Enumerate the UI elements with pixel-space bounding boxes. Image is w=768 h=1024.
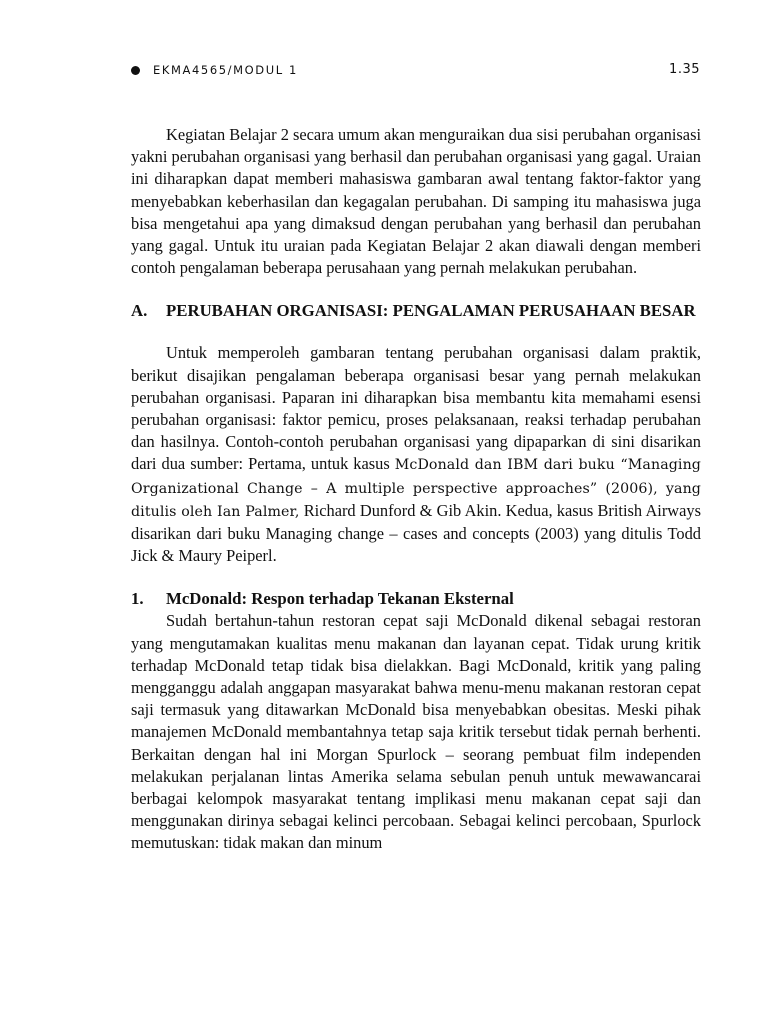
bullet-icon	[131, 66, 140, 75]
section-a-paragraph-part2: Richard Dunford & Gib Akin. Kedua, kasus British Airways disarikan dari buku Managing change – cases and concepts (2003) yang ditulis Todd Jick & Maury Peiperl.	[131, 500, 701, 566]
section-a-heading	[131, 299, 701, 323]
section-1-heading	[131, 588, 701, 610]
book-reference: McDonald dan IBM dari buku “Managing Organizational Change – A multiple perspective approaches” (2006), yang ditulis oleh Ian Palmer,	[131, 457, 701, 520]
page-number: 1.35	[669, 62, 700, 77]
section-1-paragraph: Sudah bertahun-tahun restoran cepat saji McDonald dikenal sebagai restoran yang mengutamakan kualitas menu makanan dan layanan cepat. Tidak urung kritik terhadap McDonald tetap tidak bisa dielakkan. Bagi McDonald, kritik yang paling mengganggu adalah anggapan masyarakat bahwa menu-menu makanan restoran cepat saji termasuk yang ditawarkan McDonald bisa menyebabkan obesitas. Meski pihak manajemen McDonald membantahnya tetap saja kritik tersebut tidak pernah berhenti. Berkaitan dengan hal ini Morgan Spurlock – seorang pembuat film independen melakukan perjalanan lintas Amerika selama sebulan penuh untuk mewawancarai berbagai kelompok masyarakat tentang implikasi menu makanan cepat saji dan menggunakan dirinya sebagai kelinci percobaan. Sebagai kelinci percobaan, Spurlock memutuskan: tidak makan dan minum	[131, 611, 701, 853]
section-a-marker: A.	[131, 301, 148, 321]
section-a-paragraph-part1: Untuk memperoleh gambaran tentang perubahan organisasi dalam praktik, berikut disajikan pengalaman beberapa organisasi besar yang pernah melakukan perubahan organisasi. Paparan ini diharapkan bisa membantu kita memahami esensi perubahan organisasi: faktor pemicu, proses pelaksanaan, reaksi terhadap perubahan dan hasilnya. Contoh-contoh perubahan organisasi yang dipaparkan di sini disarikan dari dua sumber: Pertama, untuk kasus	[131, 343, 701, 474]
module-label: EKMA4565/MODUL 1	[153, 63, 298, 77]
page-content	[131, 124, 701, 855]
section-a-title: PERUBAHAN ORGANISASI: PENGALAMAN PERUSAHAAN BESAR	[166, 301, 696, 321]
section-1-title: McDonald: Respon terhadap Tekanan Eksternal	[166, 589, 514, 609]
section-1-marker: 1.	[131, 589, 144, 609]
running-header	[131, 62, 700, 80]
intro-paragraph: Kegiatan Belajar 2 secara umum akan menguraikan dua sisi perubahan organisasi yakni perubahan organisasi yang berhasil dan perubahan organisasi yang gagal. Uraian ini diharapkan dapat memberi mahasiswa gambaran awal tentang faktor-faktor yang menyebabkan keberhasilan dan kegagalan perubahan. Di samping itu mahasiswa juga bisa mengetahui apa yang dimaksud dengan perubahan yang berhasil dan perubahan yang gagal. Untuk itu uraian pada Kegiatan Belajar 2 akan diawali dengan memberi contoh pengalaman beberapa perusahaan yang pernah melakukan perubahan.	[131, 125, 701, 278]
section-a-paragraph	[131, 342, 701, 567]
